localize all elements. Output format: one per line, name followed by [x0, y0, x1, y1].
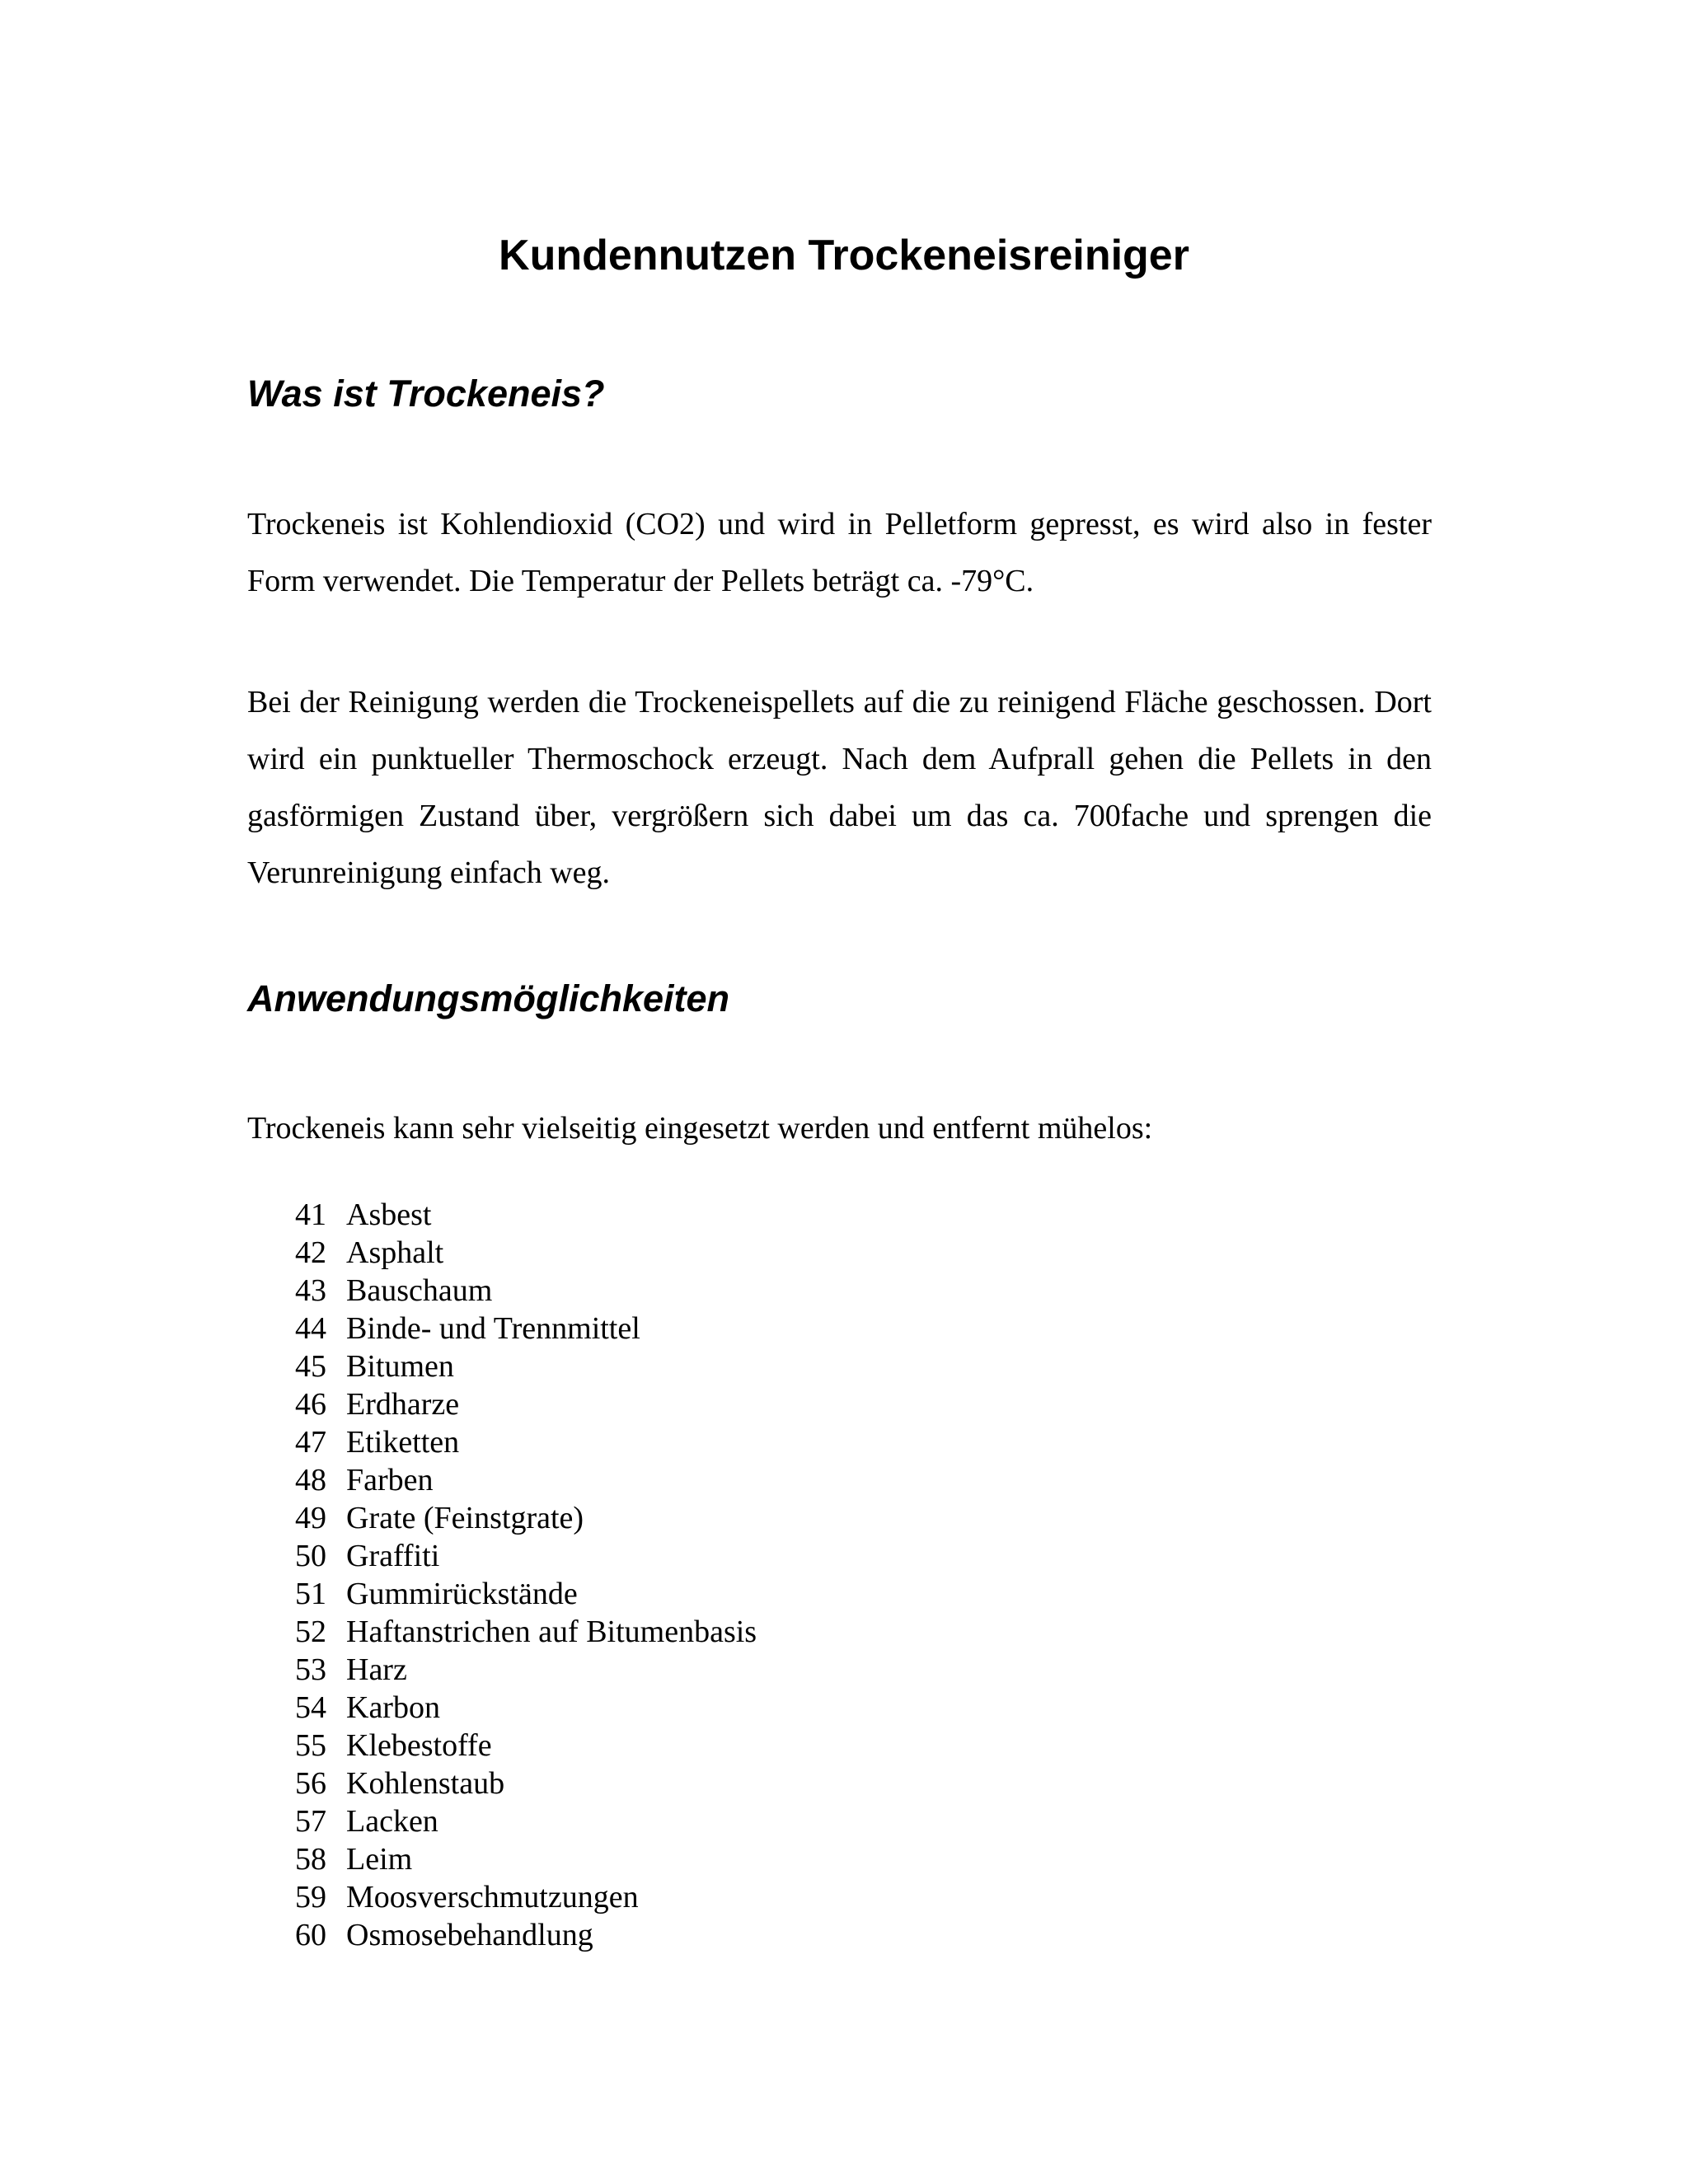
list-item — [295, 1765, 757, 1802]
list-item-number: 60 — [295, 1918, 326, 1952]
list-item-label: Bitumen — [346, 1349, 454, 1384]
list-item-label: Harz — [346, 1652, 407, 1687]
list-item — [295, 1310, 757, 1347]
list-item-label: Karbon — [346, 1690, 440, 1725]
list-item-label: Klebestoffe — [346, 1728, 492, 1763]
list-item-number: 46 — [295, 1387, 326, 1422]
section-heading-anwendungsmoeglichkeiten: Anwendungsmöglichkeiten — [247, 977, 730, 1019]
list-item-number: 59 — [295, 1880, 326, 1915]
list-item-label: Haftanstrichen auf Bitumenbasis — [346, 1615, 757, 1649]
list-item-label: Leim — [346, 1842, 413, 1877]
list-item-label: Lacken — [346, 1804, 438, 1839]
list-item — [295, 1840, 757, 1878]
list-item-label: Binde- und Trennmittel — [346, 1311, 640, 1346]
list-item-number: 48 — [295, 1463, 326, 1497]
list-item — [295, 1461, 757, 1499]
list-item — [295, 1537, 757, 1575]
list-item-number: 47 — [295, 1425, 326, 1460]
usage-list — [295, 1196, 757, 1954]
list-item-label: Moosverschmutzungen — [346, 1880, 639, 1915]
list-item — [295, 1196, 757, 1234]
list-item-number: 54 — [295, 1690, 326, 1725]
list-item — [295, 1727, 757, 1765]
list-item-number: 55 — [295, 1728, 326, 1763]
list-item-number: 43 — [295, 1273, 326, 1308]
list-item — [295, 1385, 757, 1423]
list-item-label: Erdharze — [346, 1387, 460, 1422]
list-item — [295, 1613, 757, 1651]
list-item-number: 45 — [295, 1349, 326, 1384]
list-item-label: Asbest — [346, 1197, 432, 1232]
list-item — [295, 1499, 757, 1537]
section-heading-was-ist-trockeneis: Was ist Trockeneis? — [247, 373, 605, 415]
list-item-label: Gummirückstände — [346, 1577, 578, 1611]
list-item-number: 44 — [295, 1311, 326, 1346]
list-item-label: Bauschaum — [346, 1273, 493, 1308]
list-item — [295, 1916, 757, 1954]
list-item-label: Osmosebehandlung — [346, 1918, 593, 1952]
paragraph-cleaning-process: Bei der Reinigung werden die Trockeneispellets auf die zu reinigend Fläche geschossen. Dort wird ein punktueller Thermoschock erzeugt. Nach dem Aufprall gehen die Pellets in den gasförmigen Zustand über, vergrößern sich dabei um das ca. 700fache und sprengen die Verunreinigung einfach weg. — [247, 685, 1432, 890]
paragraph-list-intro: Trockeneis kann sehr vielseitig eingesetzt werden und entfernt mühelos: — [247, 1111, 1153, 1146]
list-item-number: 50 — [295, 1539, 326, 1573]
paragraph-definition: Trockeneis ist Kohlendioxid (CO2) und wird in Pelletform gepresst, es wird also in fester Form verwendet. Die Temperatur der Pellets beträgt ca. -79°C. — [247, 507, 1432, 598]
list-item-label: Graffiti — [346, 1539, 440, 1573]
list-item-number: 52 — [295, 1615, 326, 1649]
list-item-number: 57 — [295, 1804, 326, 1839]
list-item — [295, 1689, 757, 1727]
list-item-label: Kohlenstaub — [346, 1766, 505, 1801]
list-item — [295, 1651, 757, 1689]
list-item-number: 56 — [295, 1766, 326, 1801]
list-item-label: Grate (Feinstgrate) — [346, 1501, 584, 1535]
list-item-number: 53 — [295, 1652, 326, 1687]
list-item — [295, 1878, 757, 1916]
list-item — [295, 1234, 757, 1272]
list-item-number: 51 — [295, 1577, 326, 1611]
list-item-number: 49 — [295, 1501, 326, 1535]
page-title: Kundennutzen Trockeneisreiniger — [499, 232, 1189, 279]
list-item — [295, 1575, 757, 1613]
list-item-number: 42 — [295, 1235, 326, 1270]
list-item — [295, 1802, 757, 1840]
list-item-number: 41 — [295, 1197, 326, 1232]
list-item-label: Etiketten — [346, 1425, 460, 1460]
list-item-label: Farben — [346, 1463, 434, 1497]
list-item — [295, 1272, 757, 1310]
list-item — [295, 1347, 757, 1385]
list-item-label: Asphalt — [346, 1235, 444, 1270]
list-item-number: 58 — [295, 1842, 326, 1877]
list-item — [295, 1423, 757, 1461]
